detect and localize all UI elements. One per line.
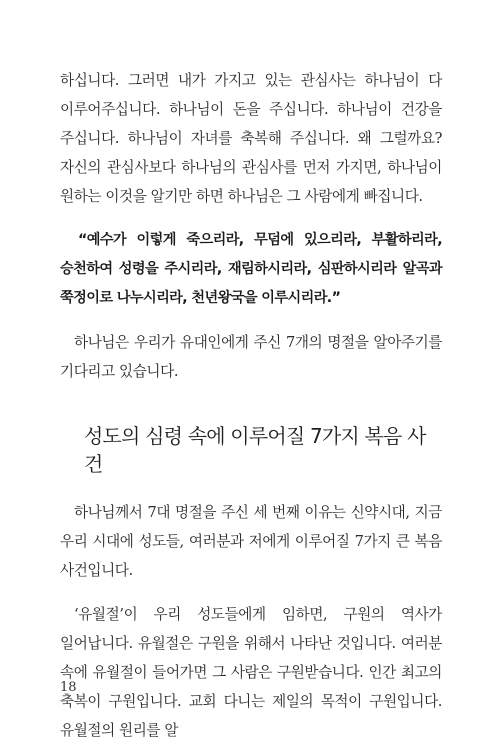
page-body	[60, 66, 442, 745]
paragraph-gap	[60, 313, 442, 328]
paragraph-gap	[60, 585, 442, 600]
body-paragraph: 하나님께서 7대 명절을 주신 세 번째 이유는 신약시대, 지금 우리 시대에 성도들, 여러분과 저에게 이루어질 7가지 큰 복음 사건입니다.	[60, 504, 442, 579]
body-paragraph: 하나님은 우리가 유대인에게 주신 7개의 명절을 알아주기를 기다리고 있습니다.	[60, 334, 442, 380]
bold-quote: “예수가 이렇게 죽으리라, 무덤에 있으리라, 부활하리라, 승천하여 성령을 주시리라, 재림하시리라, 심판하시리라 알곡과 쭉정이로 나누시리라, 천년왕국을 이루시리라.”	[60, 232, 442, 306]
section-gap	[60, 386, 442, 422]
section-heading: 성도의 심령 속에 이루어질 7가지 복음 사건	[84, 424, 426, 476]
body-paragraph: 하십니다. 그러면 내가 가지고 있는 관심사는 하나님이 다 이루어주십니다. 하나님이 돈을 주십니다. 하나님이 건강을 주십니다. 하나님이 자녀를 축복해 주십니다. 왜 그럴까요? 자신의 관심사보다 하나님의 관심사를 먼저 가지면, 하나님이 원하는 이것을 알기만 하면 하나님은 그 사람에게 빠집니다.	[60, 72, 442, 205]
paragraph-gap	[60, 211, 442, 226]
section-gap	[60, 478, 442, 498]
body-paragraph: ‘유월절’이 우리 성도들에게 임하면, 구원의 역사가 일어납니다. 유월절은 구원을 위해서 나타난 것입니다. 여러분 속에 유월절이 들어가면 그 사람은 구원받습니다. 인간 최고의 축복이 구원입니다. 교회 다니는 제일의 목적이 구원입니다. 유월절의 원리를 알	[60, 606, 442, 739]
page-number: 18	[60, 680, 77, 695]
